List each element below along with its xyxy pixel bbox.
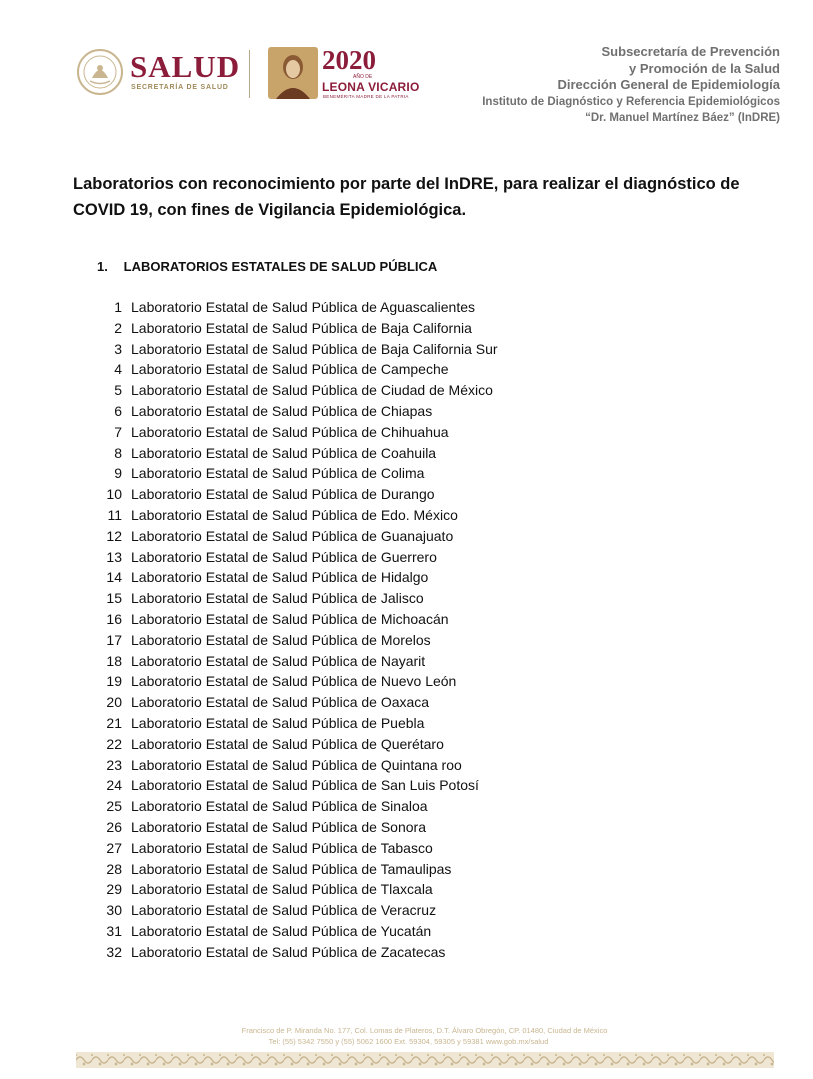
list-item: [97, 297, 498, 318]
list-item-name: Laboratorio Estatal de Salud Pública de Guanajuato: [131, 527, 454, 544]
laboratory-list: [97, 297, 498, 963]
list-item-name: Laboratorio Estatal de Salud Pública de Chiapas: [131, 402, 433, 419]
institution-line: Instituto de Diagnóstico y Referencia Epidemiológicos: [482, 95, 780, 108]
page-header: [0, 0, 813, 140]
list-item: [97, 567, 498, 588]
list-item: [97, 463, 498, 484]
list-item-name: Laboratorio Estatal de Salud Pública de Ciudad de México: [131, 382, 493, 399]
list-item: [97, 921, 498, 942]
benemerita-label: BENEMÉRITA MADRE DE LA PATRIA: [323, 94, 409, 99]
list-item-name: Laboratorio Estatal de Salud Pública de Tlaxcala: [131, 881, 433, 898]
list-item: [97, 671, 498, 692]
list-item: [97, 692, 498, 713]
list-item: [97, 422, 498, 443]
list-item-name: Laboratorio Estatal de Salud Pública de Oaxaca: [131, 694, 430, 711]
list-item-name: Laboratorio Estatal de Salud Pública de Chihuahua: [131, 423, 449, 440]
list-item: [97, 339, 498, 360]
list-item-number: 15: [106, 590, 122, 607]
footer-contact: Tel: (55) 5342 7550 y (55) 5062 1600 Ext. 59304, 59305 y 59381 www.gob.mx/salud: [268, 1037, 549, 1046]
list-item-number: 29: [106, 881, 122, 898]
list-item-number: 30: [106, 902, 122, 919]
list-item-number: 28: [106, 860, 122, 877]
list-item-number: 31: [106, 922, 122, 939]
list-item: [97, 651, 498, 672]
list-item: [97, 859, 498, 880]
list-item-name: Laboratorio Estatal de Salud Pública de Jalisco: [131, 590, 424, 607]
list-item-name: Laboratorio Estatal de Salud Pública de Hidalgo: [131, 569, 429, 586]
list-item-name: Laboratorio Estatal de Salud Pública de Veracruz: [131, 902, 437, 919]
list-item-name: Laboratorio Estatal de Salud Pública de Durango: [131, 486, 435, 503]
list-item-name: Laboratorio Estatal de Salud Pública de Edo. México: [131, 506, 458, 523]
list-item: [97, 942, 498, 963]
list-item: [97, 588, 498, 609]
list-item: [97, 796, 498, 817]
list-item: [97, 817, 498, 838]
list-item-number: 5: [114, 382, 122, 399]
list-item: [97, 879, 498, 900]
list-item-number: 22: [106, 735, 122, 752]
list-item-number: 18: [106, 652, 122, 669]
list-item-name: Laboratorio Estatal de Salud Pública de Querétaro: [131, 735, 444, 752]
list-item: [97, 734, 498, 755]
decorative-band: [76, 1052, 774, 1068]
institution-line: “Dr. Manuel Martínez Báez” (InDRE): [585, 112, 780, 124]
list-item: [97, 630, 498, 651]
list-item-number: 11: [107, 506, 122, 523]
list-item-number: 1: [114, 299, 122, 315]
list-item: [97, 838, 498, 859]
salud-logo-subtitle: SECRETARÍA DE SALUD: [131, 84, 229, 91]
coat-of-arms-icon: [76, 48, 124, 96]
list-item-name: Laboratorio Estatal de Salud Pública de San Luis Potosí: [131, 777, 479, 794]
list-item: [97, 380, 498, 401]
list-item-name: Laboratorio Estatal de Salud Pública de Nayarit: [131, 652, 426, 669]
list-item-number: 7: [114, 423, 122, 440]
list-item-name: Laboratorio Estatal de Salud Pública de Tabasco: [131, 839, 433, 856]
list-item-number: 6: [114, 402, 122, 419]
page-footer: [0, 1020, 813, 1079]
list-item-name: Laboratorio Estatal de Salud Pública de Guerrero: [131, 548, 437, 565]
list-item-name: Laboratorio Estatal de Salud Pública de Aguascalientes: [131, 299, 476, 315]
header-divider: [249, 50, 250, 98]
section-title: LABORATORIOS ESTATALES DE SALUD PÚBLICA: [123, 259, 438, 274]
list-item-number: 14: [106, 569, 122, 586]
list-item-number: 21: [106, 714, 122, 731]
title-line: COVID 19, con fines de Vigilancia Epidemiológica.: [73, 201, 467, 219]
list-item: [97, 401, 498, 422]
list-item-number: 2: [114, 319, 122, 336]
list-item-name: Laboratorio Estatal de Salud Pública de Baja California Sur: [131, 340, 498, 357]
list-item: [97, 359, 498, 380]
list-item-name: Laboratorio Estatal de Salud Pública de Sonora: [131, 818, 426, 835]
list-item-number: 10: [106, 486, 122, 503]
institution-line: Subsecretaría de Prevención: [601, 44, 780, 59]
list-item: [97, 318, 498, 339]
list-item: [97, 547, 498, 568]
list-item-name: Laboratorio Estatal de Salud Pública de Baja California: [131, 319, 472, 336]
section-heading: [97, 259, 437, 274]
institution-header: [482, 44, 780, 127]
list-item-name: Laboratorio Estatal de Salud Pública de Puebla: [131, 714, 425, 731]
list-item-number: 26: [106, 818, 122, 835]
leona-vicario-portrait-icon: [268, 47, 318, 99]
list-item-number: 13: [106, 548, 122, 565]
list-item-number: 32: [106, 943, 122, 960]
list-item-number: 23: [106, 756, 122, 773]
list-item-number: 12: [106, 527, 122, 544]
list-item-number: 24: [106, 777, 122, 794]
institution-line: Dirección General de Epidemiología: [557, 77, 780, 92]
list-item-number: 3: [114, 340, 122, 357]
list-item-name: Laboratorio Estatal de Salud Pública de Tamaulipas: [131, 860, 452, 877]
list-item: [97, 443, 498, 464]
list-item-number: 9: [114, 465, 122, 482]
list-item: [97, 713, 498, 734]
list-item-name: Laboratorio Estatal de Salud Pública de Colima: [131, 465, 425, 482]
section-number: 1.: [97, 259, 108, 274]
footer-address: Francisco de P. Miranda No. 177, Col. Lomas de Plateros, D.T. Álvaro Obregón, CP. 01480, Ciudad de México: [241, 1026, 608, 1035]
document-title: [73, 171, 773, 223]
list-item: [97, 755, 498, 776]
list-item-name: Laboratorio Estatal de Salud Pública de Campeche: [131, 361, 449, 378]
list-item-name: Laboratorio Estatal de Salud Pública de Sinaloa: [131, 798, 428, 815]
list-item-number: 25: [106, 798, 122, 815]
list-item-number: 17: [106, 631, 122, 648]
list-item-name: Laboratorio Estatal de Salud Pública de Quintana roo: [131, 756, 462, 773]
institution-line: y Promoción de la Salud: [629, 60, 780, 76]
list-item: [97, 775, 498, 796]
year-2020: 2020: [322, 45, 376, 75]
salud-logo-text: SALUD: [130, 49, 241, 84]
list-item-name: Laboratorio Estatal de Salud Pública de Zacatecas: [131, 943, 446, 960]
anio-de-label: AÑO DE: [353, 74, 373, 80]
list-item-name: Laboratorio Estatal de Salud Pública de Yucatán: [131, 922, 432, 939]
title-line: Laboratorios con reconocimiento por parte del InDRE, para realizar el diagnóstico de: [73, 175, 740, 193]
list-item: [97, 609, 498, 630]
list-item-name: Laboratorio Estatal de Salud Pública de Morelos: [131, 631, 431, 648]
list-item: [97, 484, 498, 505]
list-item-name: Laboratorio Estatal de Salud Pública de Coahuila: [131, 444, 437, 461]
list-item: [97, 505, 498, 526]
list-item-number: 20: [106, 694, 122, 711]
list-item-number: 4: [114, 361, 122, 378]
list-item-name: Laboratorio Estatal de Salud Pública de Nuevo León: [131, 673, 457, 690]
list-item: [97, 900, 498, 921]
list-item: [97, 526, 498, 547]
list-item-name: Laboratorio Estatal de Salud Pública de Michoacán: [131, 610, 449, 627]
leona-vicario-label: LEONA VICARIO: [322, 80, 420, 94]
list-item-number: 16: [106, 610, 122, 627]
list-item-number: 19: [106, 673, 122, 690]
list-item-number: 27: [106, 839, 122, 856]
list-item-number: 8: [114, 444, 122, 461]
